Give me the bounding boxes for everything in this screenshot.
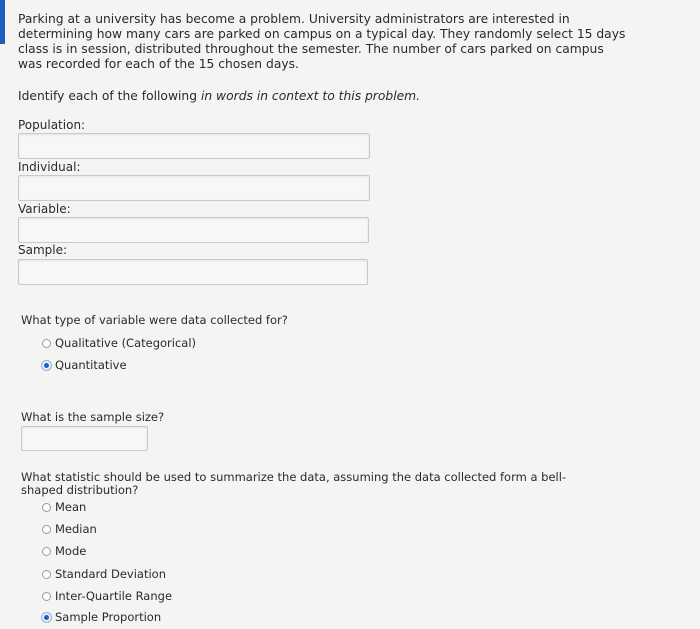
option-label: Sample Proportion (55, 610, 162, 624)
option-sample-proportion[interactable] (42, 610, 161, 624)
radio-quantitative[interactable] (42, 361, 51, 370)
option-label: Standard Deviation (55, 567, 166, 581)
option-mean[interactable] (42, 500, 86, 514)
radio-inter-quartile-range[interactable] (42, 592, 51, 601)
population-input[interactable] (18, 133, 370, 159)
radio-sample-proportion[interactable] (42, 613, 51, 622)
sample-size-input[interactable] (21, 426, 148, 451)
instruction-emphasis: in words in context to this problem. (200, 89, 421, 103)
statistic-question: What statistic should be used to summarize the data, assuming the data collected form a bell-shaped distribution? (21, 470, 567, 497)
option-standard-deviation[interactable] (42, 567, 166, 581)
individual-label: Individual: (18, 160, 81, 174)
sample-input[interactable] (18, 259, 368, 285)
radio-qualitative[interactable] (42, 339, 51, 348)
option-label: Inter-Quartile Range (55, 589, 173, 603)
option-label: Quantitative (55, 358, 127, 372)
radio-median[interactable] (42, 525, 51, 534)
sample-label: Sample: (18, 243, 68, 257)
instruction-lead: Identify each of the following (18, 89, 201, 103)
variable-label: Variable: (18, 202, 71, 216)
option-label: Qualitative (Categorical) (55, 336, 197, 350)
radio-mode[interactable] (42, 547, 51, 556)
instruction-text (18, 89, 420, 103)
problem-text: Parking at a university has become a problem. University administrators are interested in determining how many cars are parked on campus on a typical day. They randomly select 15 days class is in session, distributed throughout the semester. The number of cars parked on campus was recorded for each of the 15 chosen days. (18, 12, 626, 71)
option-label: Median (55, 522, 97, 536)
individual-input[interactable] (18, 175, 370, 201)
option-median[interactable] (42, 522, 97, 536)
variable-input[interactable] (18, 217, 369, 243)
population-label: Population: (18, 118, 86, 132)
option-quantitative[interactable] (42, 358, 127, 372)
option-label: Mode (55, 544, 87, 558)
option-inter-quartile-range[interactable] (42, 589, 172, 603)
option-qualitative[interactable] (42, 336, 196, 350)
option-mode[interactable] (42, 544, 86, 558)
accent-bar (0, 0, 5, 44)
radio-mean[interactable] (42, 503, 51, 512)
variable-type-question: What type of variable were data collected for? (21, 313, 288, 327)
sample-size-question: What is the sample size? (21, 410, 165, 424)
option-label: Mean (55, 500, 87, 514)
radio-standard-deviation[interactable] (42, 570, 51, 579)
